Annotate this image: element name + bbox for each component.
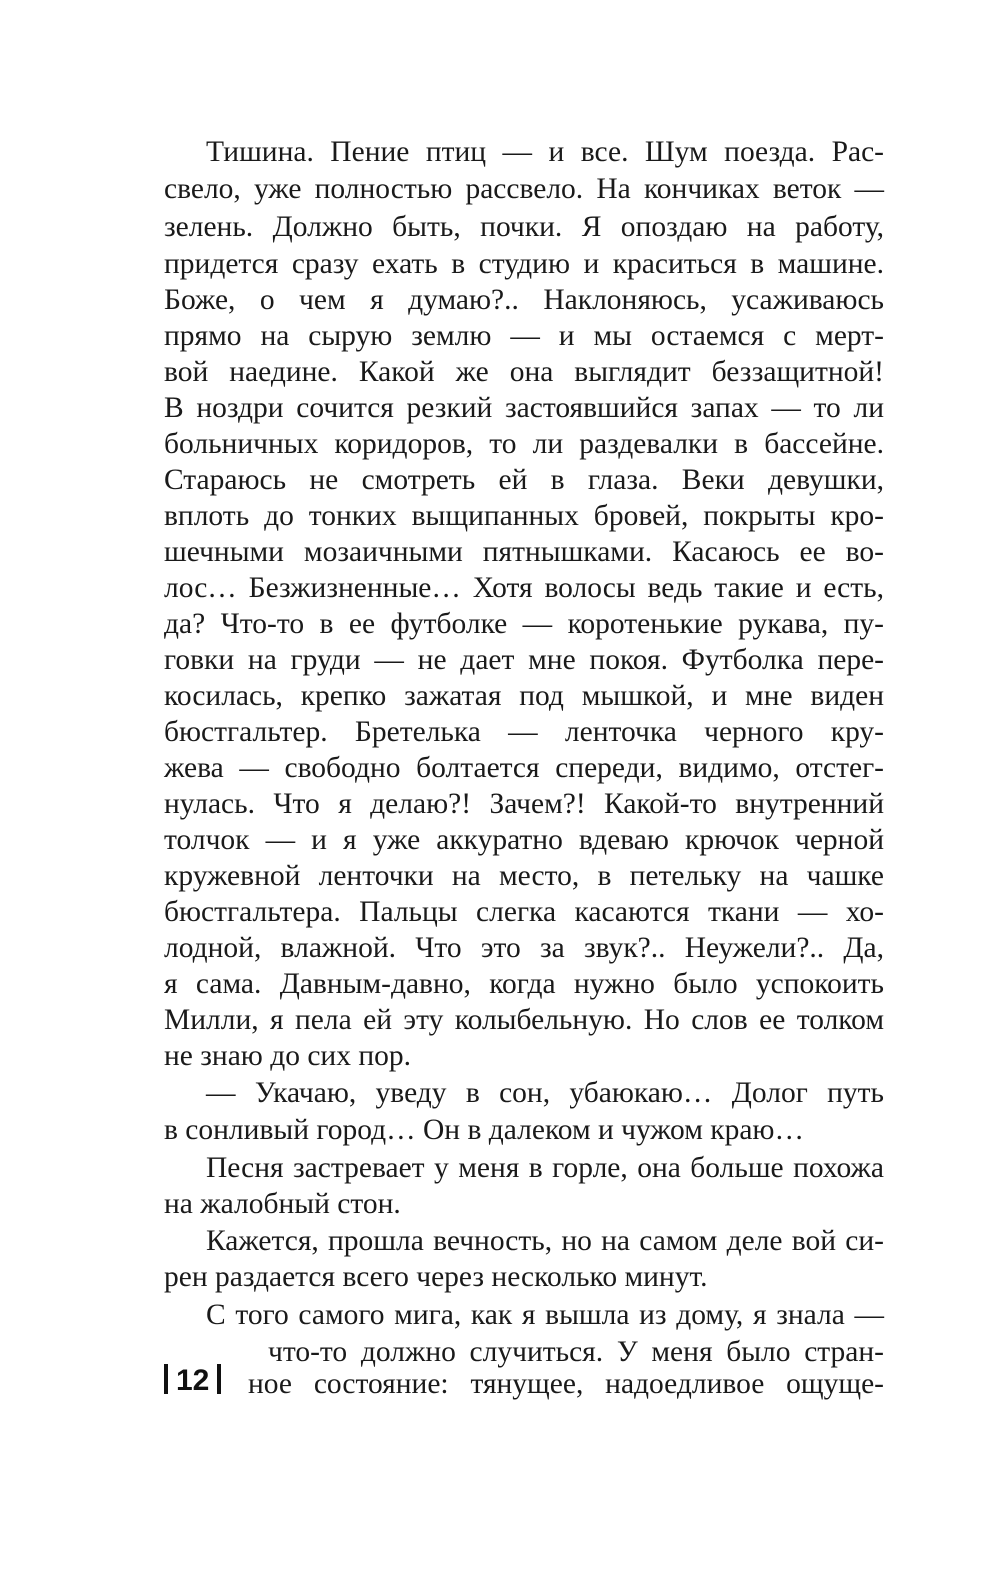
- text-line: придется сразу ехать в студию и краситься в машине.: [164, 248, 884, 280]
- text-line: Боже, о чем я думаю?.. Наклоняюсь, усаживаюсь: [164, 284, 884, 316]
- text-line: ное состояние: тянущее, надоедливое ощуще-: [248, 1368, 884, 1400]
- text-line: да? Что-то в ее футболке — коротенькие рукава, пу-: [164, 608, 884, 640]
- text-line: Стараюсь не смотреть ей в глаза. Веки девушки,: [164, 464, 884, 496]
- text-line: бюстгальтера. Пальцы слегка касаются ткани — хо-: [164, 896, 884, 928]
- folio-right-bar: [217, 1364, 221, 1394]
- text-line: шечными мозаичными пятнышками. Касаюсь ее во-: [164, 536, 884, 568]
- text-line: лос… Безжизненные… Хотя волосы ведь такие и есть,: [164, 572, 884, 604]
- text-line: говки на груди — не дает мне покоя. Футболка пере-: [164, 644, 884, 676]
- text-line: толчок — и я уже аккуратно вдеваю крючок черной: [164, 824, 884, 856]
- text-line: кружевной ленточки на место, в петельку на чашке: [164, 860, 884, 892]
- text-line: больничных коридоров, то ли раздевалки в бассейне.: [164, 428, 884, 460]
- text-line: Милли, я пела ей эту колыбельную. Но слов ее толком: [164, 1004, 884, 1036]
- text-line: на жалобный стон.: [164, 1188, 401, 1220]
- text-line: — Укачаю, уведу в сон, убаюкаю… Долог путь: [206, 1077, 884, 1109]
- text-line: косилась, крепко зажатая под мышкой, и мне виден: [164, 680, 884, 712]
- text-line: жева — свободно болтается спереди, видимо, отстег-: [164, 752, 884, 784]
- text-line: вплоть до тонких выщипанных бровей, покрыты кро-: [164, 500, 884, 532]
- text-line: лодной, влажной. Что это за звук?.. Неужели?.. Да,: [164, 932, 884, 964]
- page-number: [164, 1361, 221, 1401]
- text-line: прямо на сырую землю — и мы остаемся с мерт-: [164, 320, 884, 352]
- text-line: вой наедине. Какой же она выглядит беззащитной!: [164, 356, 884, 388]
- text-line: Тишина. Пение птиц — и все. Шум поезда. Рас-: [206, 136, 884, 168]
- text-line: Песня застревает у меня в горле, она больше похожа: [206, 1152, 884, 1184]
- text-line: свело, уже полностью рассвело. На кончиках веток —: [164, 173, 884, 205]
- text-line: бюстгальтер. Бретелька — ленточка черного кру-: [164, 716, 884, 748]
- text-line: я сама. Давным-давно, когда нужно было успокоить: [164, 968, 884, 1000]
- text-line: не знаю до сих пор.: [164, 1040, 412, 1072]
- text-line: зелень. Должно быть, почки. Я опоздаю на работу,: [164, 211, 884, 243]
- text-line: С того самого мига, как я вышла из дому, я знала —: [206, 1299, 884, 1331]
- text-line: Кажется, прошла вечность, но на самом деле вой си-: [206, 1225, 884, 1257]
- page-number-text: 12: [176, 1364, 210, 1397]
- text-line: нулась. Что я делаю?! Зачем?! Какой-то внутренний: [164, 788, 884, 820]
- text-line: что-то должно случиться. У меня было стран-: [268, 1336, 884, 1368]
- text-line: рен раздается всего через несколько минут.: [164, 1261, 708, 1293]
- text-line: в сонливый город… Он в далеком и чужом краю…: [164, 1114, 804, 1146]
- text-line: В ноздри сочится резкий застоявшийся запах — то ли: [164, 392, 884, 424]
